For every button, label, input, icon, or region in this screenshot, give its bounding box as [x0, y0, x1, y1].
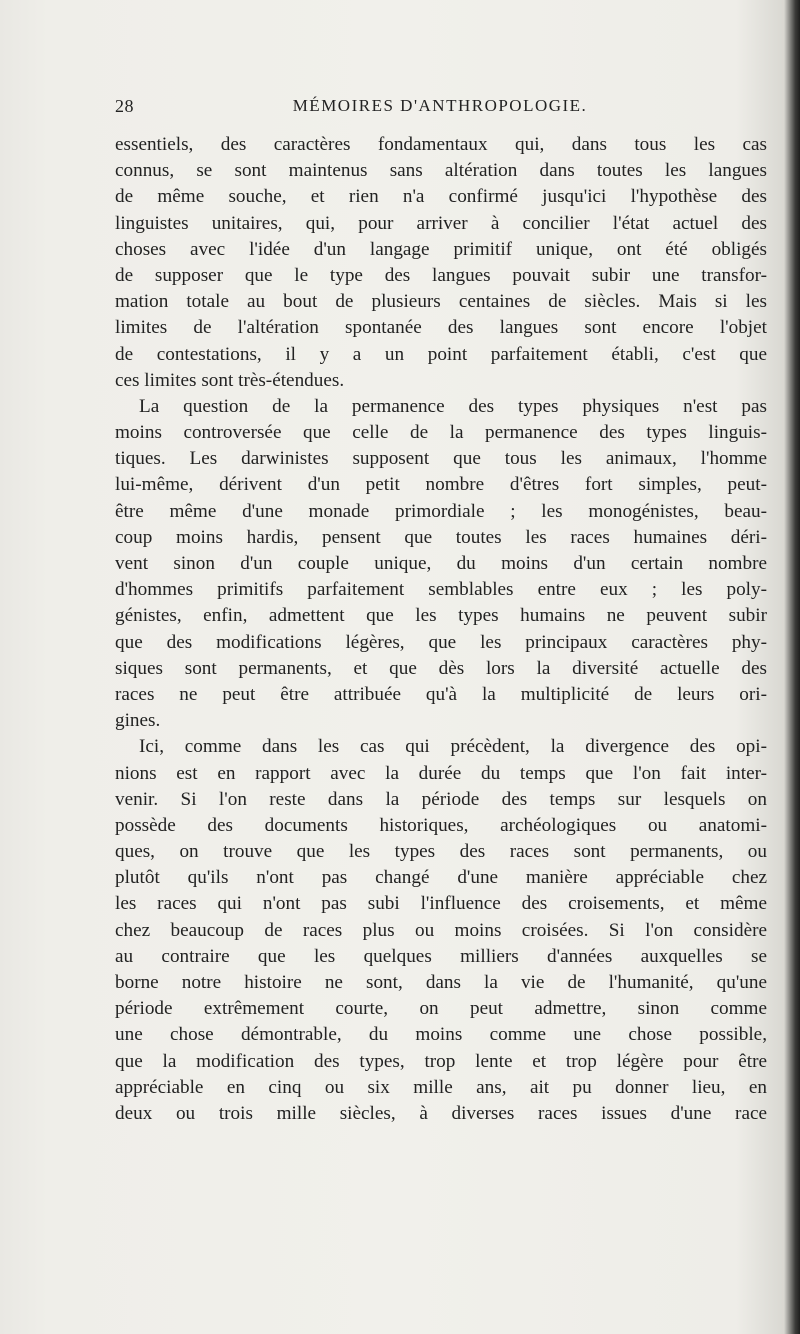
- text-line: limites de l'altération spontanée des langues sont encore l'objet: [115, 317, 767, 339]
- text-line: appréciable en cinq ou six mille ans, ait pu donner lieu, en: [115, 1076, 767, 1098]
- text-line: nions est en rapport avec la durée du temps que l'on fait inter-: [115, 762, 767, 784]
- text-line: de supposer que le type des langues pouvait subir une transfor-: [115, 264, 767, 286]
- text-line: plutôt qu'ils n'ont pas changé d'une manière appréciable chez: [115, 867, 767, 889]
- text-line: connus, se sont maintenus sans altération dans toutes les langues: [115, 160, 767, 182]
- paragraph-start-line: Ici, comme dans les cas qui précèdent, la divergence des opi-: [139, 736, 767, 758]
- text-line: d'hommes primitifs parfaitement semblables entre eux ; les poly-: [115, 579, 767, 601]
- text-line: linguistes unitaires, qui, pour arriver à concilier l'état actuel des: [115, 212, 767, 234]
- page-header: [115, 96, 765, 120]
- text-line: lui-même, dérivent d'un petit nombre d'êtres fort simples, peut-: [115, 474, 767, 496]
- running-title: MÉMOIRES D'ANTHROPOLOGIE.: [292, 96, 588, 115]
- text-line: siques sont permanents, et que dès lors la diversité actuelle des: [115, 657, 767, 679]
- text-line: période extrêmement courte, on peut admettre, sinon comme: [115, 998, 767, 1020]
- text-line: choses avec l'idée d'un langage primitif unique, ont été obligés: [115, 238, 767, 260]
- text-line: de contestations, il y a un point parfaitement établi, c'est que: [115, 343, 767, 365]
- text-line: races ne peut être attribuée qu'à la multiplicité de leurs ori-: [115, 683, 767, 705]
- text-line: essentiels, des caractères fondamentaux qui, dans tous les cas: [115, 134, 767, 155]
- text-line: deux ou trois mille siècles, à diverses races issues d'une race: [115, 1102, 767, 1124]
- text-line: de même souche, et rien n'a confirmé jusqu'ici l'hypothèse des: [115, 186, 767, 208]
- text-line: borne notre histoire ne sont, dans la vie de l'humanité, qu'une: [115, 972, 767, 993]
- text-line: au contraire que les quelques milliers d'années auxquelles se: [115, 945, 767, 967]
- text-line: génistes, enfin, admettent que les types humains ne peuvent subir: [115, 605, 767, 627]
- text-line: moins controversée que celle de la permanence des types linguis-: [115, 422, 767, 444]
- text-line: que la modification des types, trop lente et trop légère pour être: [115, 1050, 767, 1072]
- text-line: une chose démontrable, du moins comme une chose possible,: [115, 1024, 767, 1046]
- page-number: 28: [115, 96, 134, 116]
- text-line: chez beaucoup de races plus ou moins croisées. Si l'on considère: [115, 919, 767, 941]
- text-line: ces limites sont très-étendues.: [115, 369, 345, 391]
- paragraph-start-line: La question de la permanence des types physiques n'est pas: [139, 395, 767, 417]
- text-line: possède des documents historiques, archéologiques ou anatomi-: [115, 814, 767, 836]
- text-line: être même d'une monade primordiale ; les monogénistes, beau-: [115, 500, 767, 522]
- text-line: gines.: [115, 710, 161, 732]
- text-line: les races qui n'ont pas subi l'influence des croisements, et même: [115, 893, 767, 915]
- text-line: tiques. Les darwinistes supposent que tous les animaux, l'homme: [115, 448, 767, 470]
- body-text: [115, 132, 767, 1127]
- text-line: que des modifications légères, que les principaux caractères phy-: [115, 631, 767, 653]
- text-line: ques, on trouve que les types des races sont permanents, ou: [115, 841, 767, 863]
- text-line: venir. Si l'on reste dans la période des temps sur lesquels on: [115, 788, 767, 810]
- text-line: mation totale au bout de plusieurs centaines de siècles. Mais si les: [115, 291, 767, 313]
- text-line: coup moins hardis, pensent que toutes les races humaines déri-: [115, 526, 767, 548]
- text-line: vent sinon d'un couple unique, du moins d'un certain nombre: [115, 553, 767, 574]
